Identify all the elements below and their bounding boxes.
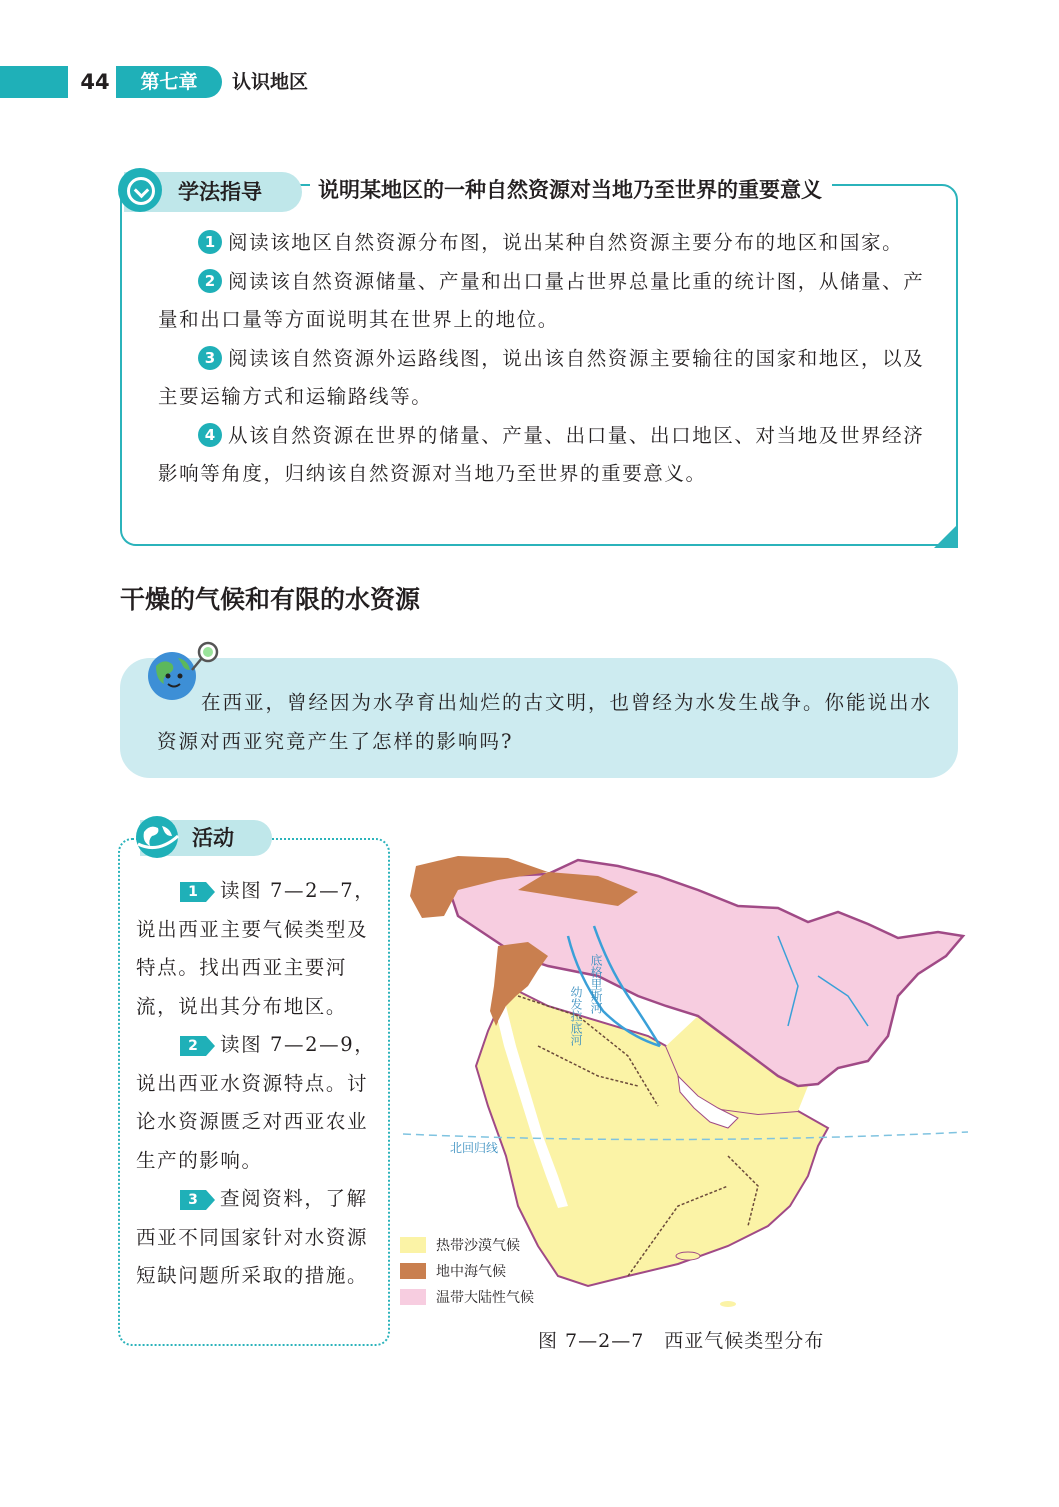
intro-paragraph: 在西亚，曾经因为水孕育出灿烂的古文明，也曾经为水发生战争。你能说出水资源对西亚究竟产生了怎样的影响吗? — [157, 691, 933, 753]
guide-step — [158, 224, 928, 263]
tropic-label: 北回归线 — [450, 1141, 499, 1155]
activity-item — [136, 1026, 376, 1180]
guide-step-text: 阅读该自然资源外运路线图，说出该自然资源主要输往的国家和地区，以及主要运输方式和运输路线等。 — [158, 346, 925, 408]
guide-step — [158, 417, 928, 494]
legend-desert — [400, 1236, 520, 1256]
intro-text — [157, 684, 935, 761]
activity-label: 活动 — [192, 826, 234, 850]
step-number-badge: 3 — [198, 346, 222, 370]
chapter-label: 第七章 — [116, 66, 222, 98]
step-number-badge: 2 — [198, 269, 222, 293]
legend-mediterranean — [400, 1262, 506, 1282]
section-title: 干燥的气候和有限的水资源 — [120, 585, 421, 614]
activity-globe-icon — [134, 814, 180, 860]
activity-item — [136, 872, 376, 1026]
activity-item-text: 读图 7—2—7，说出西亚主要气候类型及特点。找出西亚主要河流，说出其分布地区。 — [136, 879, 376, 1018]
euphrates-label: 幼发拉底河 — [569, 986, 583, 1046]
activity-item-text: 读图 7—2—9，说出西亚水资源特点。讨论水资源匮乏对西亚农业生产的影响。 — [136, 1033, 376, 1172]
legend-label: 热带沙漠气候 — [436, 1238, 520, 1254]
activity-number-badge: 2 — [180, 1036, 206, 1056]
header-color-strip — [0, 66, 68, 98]
legend-label: 温带大陆性气候 — [436, 1290, 534, 1306]
guide-step-text: 阅读该地区自然资源分布图，说出某种自然资源主要分布的地区和国家。 — [228, 231, 904, 254]
legend-label: 地中海气候 — [436, 1264, 506, 1280]
legend-swatch — [400, 1289, 426, 1305]
activity-number-badge: 3 — [180, 1190, 206, 1210]
guide-step-text: 阅读该自然资源储量、产量和出口量占世界总量比重的统计图，从储量、产量和出口量等方面说明其在世界上的地位。 — [158, 269, 925, 331]
figure-caption: 图 7—2—7 西亚气候类型分布 — [538, 1330, 825, 1352]
step-number-badge: 4 — [198, 423, 222, 447]
study-guide-label: 学法指导 — [178, 180, 262, 204]
study-guide-heading: 说明某地区的一种自然资源对当地乃至世界的重要意义 — [310, 170, 832, 210]
activity-item — [136, 1180, 376, 1296]
guide-step-text: 从该自然资源在世界的储量、产量、出口量、出口地区、对当地及世界经济影响等角度，归纳该自然资源对当地乃至世界的重要意义。 — [158, 423, 925, 485]
page-number: 44 — [70, 64, 120, 100]
activity-number-badge: 1 — [180, 882, 206, 902]
study-guide-icon — [118, 168, 162, 212]
study-guide-steps — [158, 224, 928, 494]
legend-swatch — [400, 1237, 426, 1253]
legend-temperate — [400, 1288, 534, 1308]
legend-swatch — [400, 1263, 426, 1279]
step-number-badge: 1 — [198, 230, 222, 254]
study-guide-corner — [934, 524, 958, 548]
chapter-title: 认识地区 — [232, 71, 309, 93]
tigris-label: 底格里斯河 — [589, 954, 603, 1014]
activity-item-text: 查阅资料，了解西亚不同国家针对水资源短缺问题所采取的措施。 — [136, 1187, 369, 1287]
guide-step — [158, 263, 928, 340]
activity-items — [136, 872, 376, 1296]
guide-step — [158, 340, 928, 417]
